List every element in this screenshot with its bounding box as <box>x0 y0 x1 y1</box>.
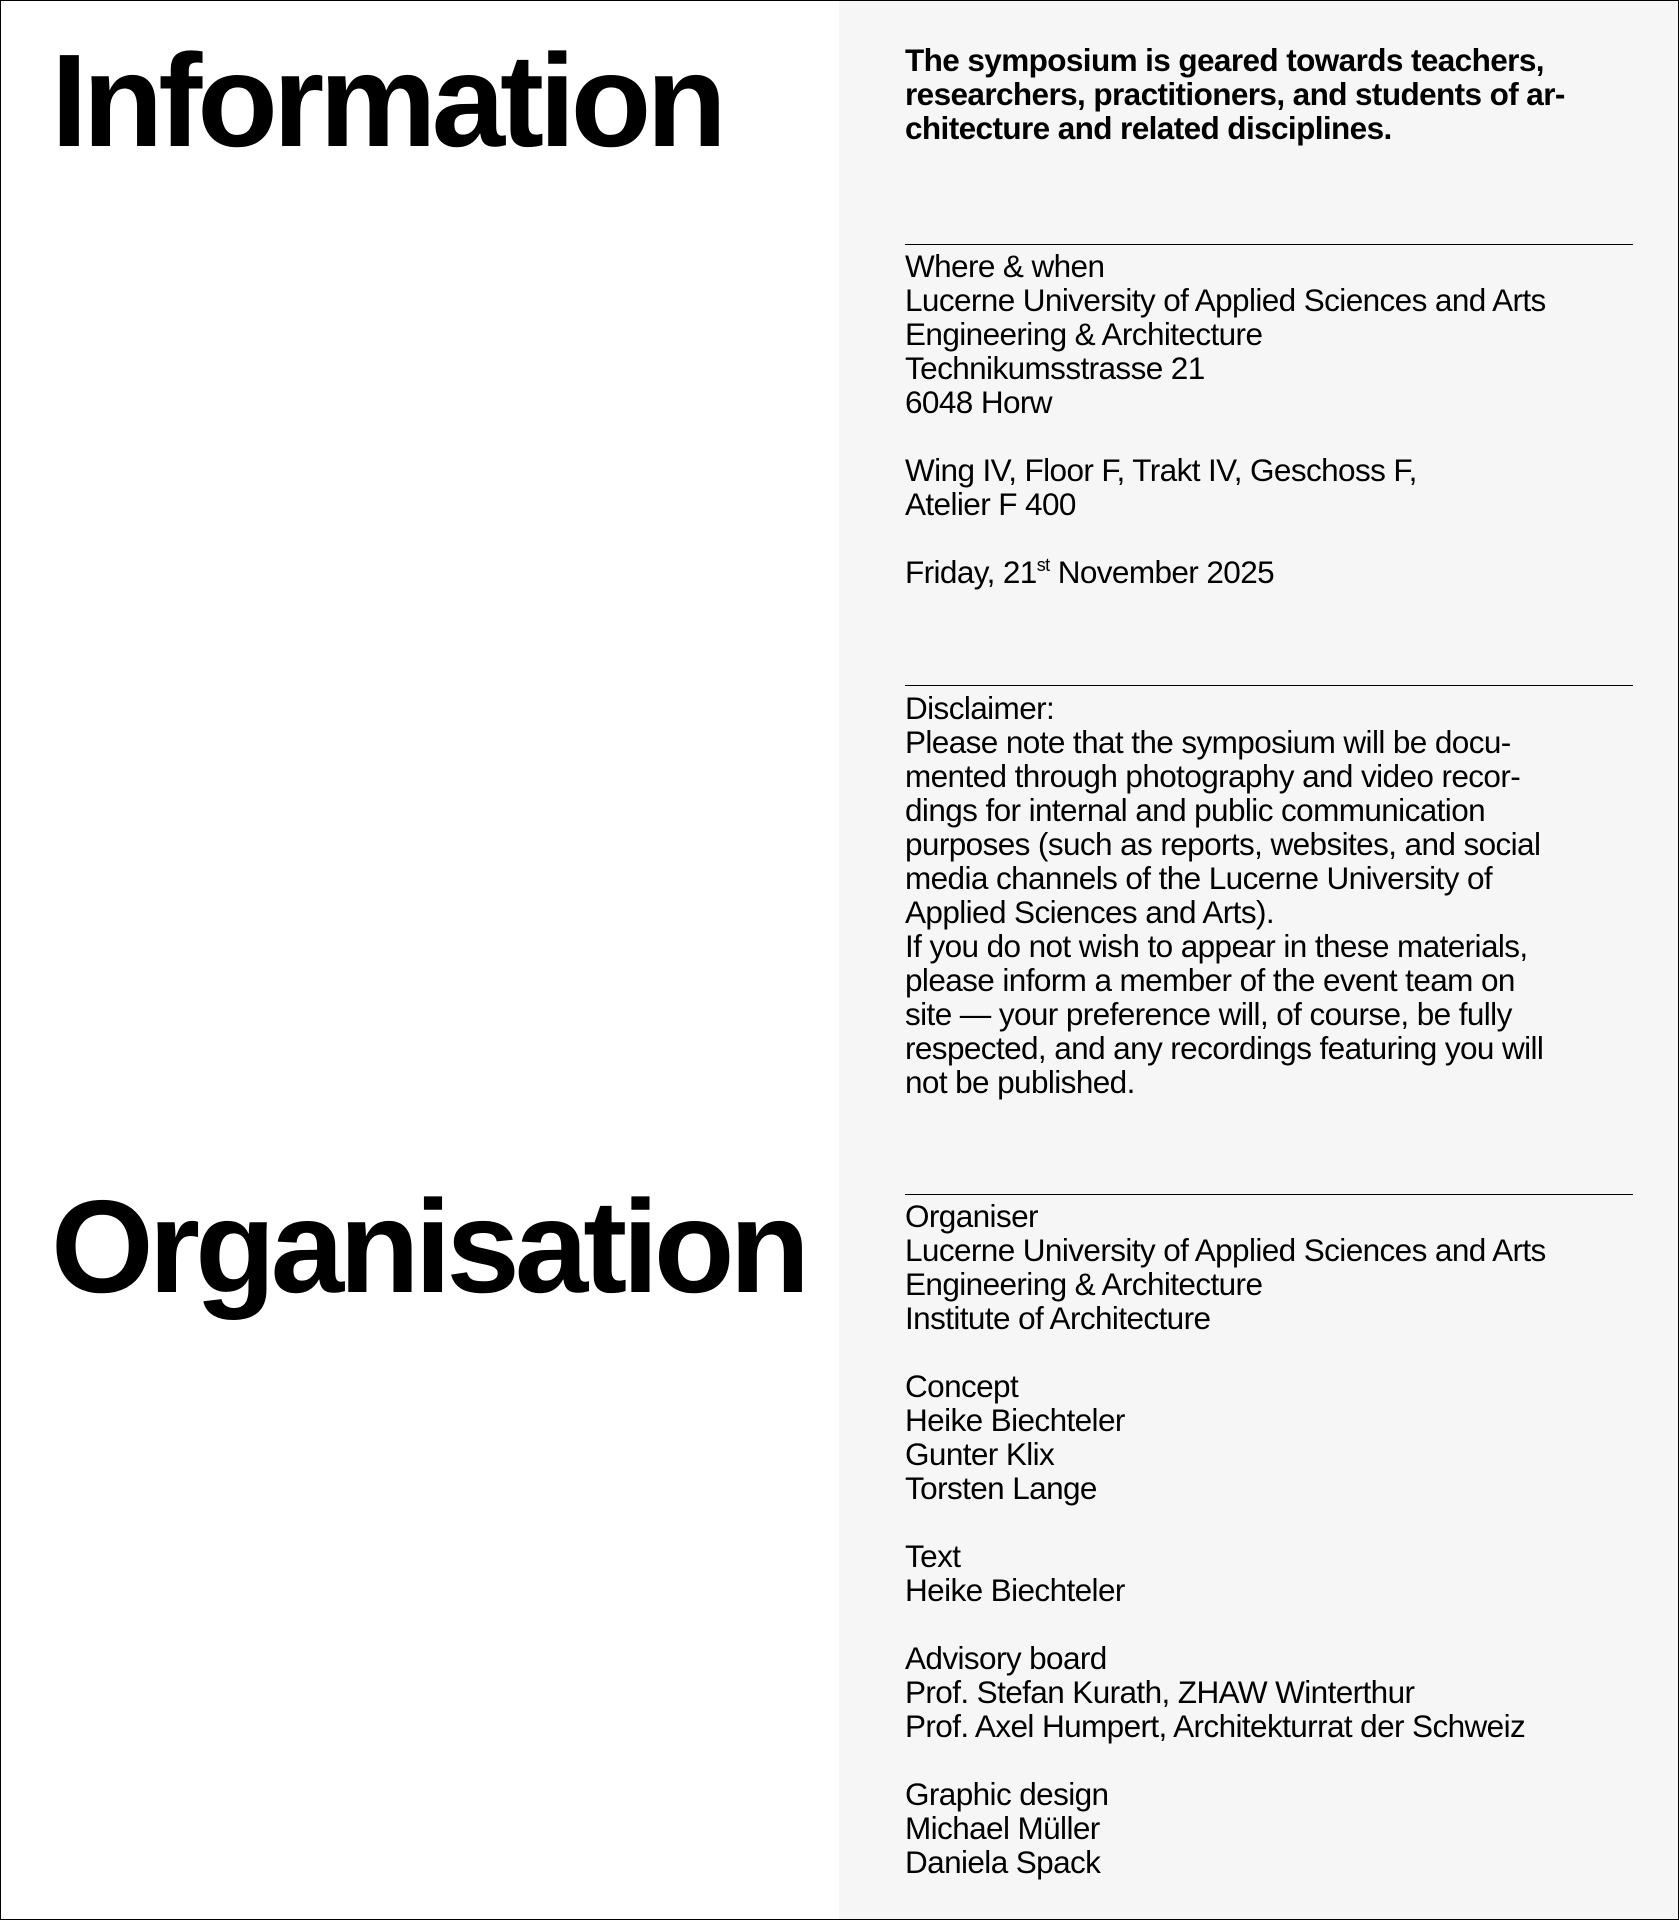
divider-rule <box>905 1194 1633 1195</box>
intro-paragraph <box>905 43 1633 145</box>
left-panel <box>1 1 839 1919</box>
date-prefix: Friday, 21 <box>905 554 1037 590</box>
concept-name: Heike Biechteler <box>905 1402 1125 1438</box>
disclaimer-line: If you do not wish to appear in these materials, <box>905 928 1528 964</box>
organiser-line: Institute of Architecture <box>905 1300 1211 1336</box>
graphic-design-name: Daniela Spack <box>905 1844 1101 1880</box>
address-line: Technikumsstrasse 21 <box>905 350 1205 386</box>
text-label: Text <box>905 1538 961 1574</box>
address-line: 6048 Horw <box>905 384 1052 420</box>
disclaimer-line: Please note that the symposium will be docu- <box>905 724 1511 760</box>
organiser-label: Organiser <box>905 1198 1038 1234</box>
date-suffix: November 2025 <box>1049 554 1275 590</box>
text-name: Heike Biechteler <box>905 1572 1125 1608</box>
room-line: Atelier F 400 <box>905 486 1076 522</box>
disclaimer-line: not be published. <box>905 1064 1135 1100</box>
intro-line: researchers, practitioners, and students of ar- <box>905 76 1565 112</box>
disclaimer-line: media channels of the Lucerne University of <box>905 860 1493 896</box>
concept-label: Concept <box>905 1368 1019 1404</box>
disclaimer-line: mented through photography and video recor- <box>905 758 1521 794</box>
divider-rule <box>905 685 1633 686</box>
where-when-label: Where & when <box>905 248 1105 284</box>
divider-rule <box>905 244 1633 245</box>
intro-line: chitecture and related disciplines. <box>905 110 1392 146</box>
concept-name: Torsten Lange <box>905 1470 1097 1506</box>
date-superscript: st <box>1036 555 1050 575</box>
organisation-heading: Organisation <box>51 1173 806 1320</box>
concept-name: Gunter Klix <box>905 1436 1055 1472</box>
event-date <box>905 555 1633 589</box>
disclaimer-line: site — your preference will, of course, be fully <box>905 996 1512 1032</box>
room-line: Wing IV, Floor F, Trakt IV, Geschoss F, <box>905 452 1417 488</box>
address-line: Lucerne University of Applied Sciences and Arts <box>905 282 1546 318</box>
organisation-section <box>905 1199 1633 1879</box>
disclaimer-line: dings for internal and public communication <box>905 792 1486 828</box>
disclaimer-section <box>905 691 1633 1099</box>
advisory-board-label: Advisory board <box>905 1640 1107 1676</box>
disclaimer-label: Disclaimer: <box>905 690 1055 726</box>
organiser-line: Lucerne University of Applied Sciences and Arts <box>905 1232 1546 1268</box>
organiser-line: Engineering & Architecture <box>905 1266 1263 1302</box>
disclaimer-line: Applied Sciences and Arts). <box>905 894 1275 930</box>
disclaimer-line: respected, and any recordings featuring you will <box>905 1030 1544 1066</box>
graphic-design-label: Graphic design <box>905 1776 1109 1812</box>
disclaimer-line: purposes (such as reports, websites, and social <box>905 826 1541 862</box>
advisory-board-member: Prof. Axel Humpert, Architekturrat der Schweiz <box>905 1708 1526 1744</box>
intro-line: The symposium is geared towards teachers, <box>905 42 1544 78</box>
graphic-design-name: Michael Müller <box>905 1810 1100 1846</box>
address-line: Engineering & Architecture <box>905 316 1263 352</box>
advisory-board-member: Prof. Stefan Kurath, ZHAW Winterthur <box>905 1674 1415 1710</box>
information-heading: Information <box>51 27 722 174</box>
disclaimer-line: please inform a member of the event team on <box>905 962 1515 998</box>
where-when-section <box>905 249 1633 589</box>
